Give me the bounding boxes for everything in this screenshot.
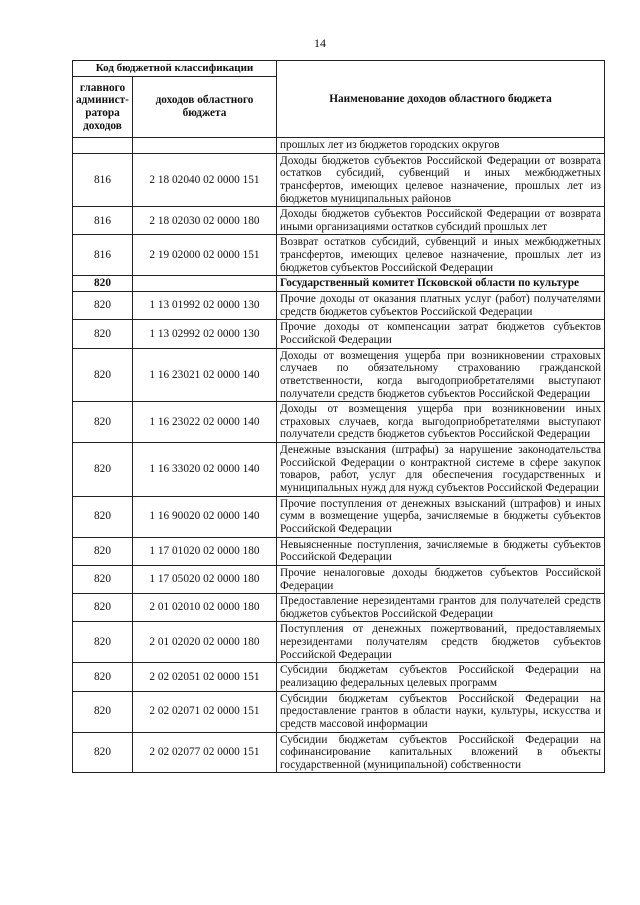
income-code-cell: 1 16 90020 02 0000 140 xyxy=(133,496,277,537)
table-row xyxy=(73,320,605,348)
income-name-cell: Доходы бюджетов субъектов Российской Федерации от возврата остатков субсидий, субвенций и иных межбюджетных трансфертов, имеющих целевое назначение, прошлых лет из бюджетов муниципальных районов xyxy=(277,153,605,207)
admin-code-cell: 820 xyxy=(73,594,133,622)
classification-code-header: Код бюджетной классификации xyxy=(73,61,277,77)
table-row xyxy=(73,276,605,292)
table-row xyxy=(73,207,605,235)
income-name-cell: Доходы от возмещения ущерба при возникновении страховых случаев по обязательному страхованию гражданской ответственности, когда выгодоприобретателями выступают получатели средств бюджетов субъектов Российской Федерации xyxy=(277,348,605,402)
income-code-cell: 2 01 02020 02 0000 180 xyxy=(133,622,277,663)
income-name-cell: Прочие доходы от компенсации затрат бюджетов субъектов Российской Федерации xyxy=(277,320,605,348)
table-row xyxy=(73,537,605,565)
table-row xyxy=(73,691,605,732)
admin-code-cell: 820 xyxy=(73,663,133,691)
table-row xyxy=(73,663,605,691)
income-name-cell: Невыясненные поступления, зачисляемые в бюджеты субъектов Российской Федерации xyxy=(277,537,605,565)
income-name-cell: Денежные взыскания (штрафы) за нарушение законодательства Российской Федерации о контрактной системе в сфере закупок товаров, работ, услуг для обеспечения государственных и муниципальных нужд для нужд субъектов Российской Федерации xyxy=(277,443,605,497)
admin-column-header: главного админист-ратора доходов xyxy=(73,77,133,138)
income-name-cell: Субсидии бюджетам субъектов Российской Федерации на софинансирование капитальных вложений в объекты государственной (муниципальной) собственности xyxy=(277,732,605,773)
admin-code-cell: 820 xyxy=(73,537,133,565)
table-body xyxy=(73,138,605,773)
name-column-header: Наименование доходов областного бюджета xyxy=(277,61,605,138)
income-name-cell: Субсидии бюджетам субъектов Российской Федерации на предоставление грантов в области науки, культуры, искусства и средств массовой информации xyxy=(277,691,605,732)
income-name-cell: Поступления от денежных пожертвований, предоставляемых нерезидентами получателям средств бюджетов субъектов Российской Федерации xyxy=(277,622,605,663)
income-code-cell: 1 16 23022 02 0000 140 xyxy=(133,402,277,443)
admin-code-cell: 820 xyxy=(73,276,133,292)
income-code-cell: 2 18 02030 02 0000 180 xyxy=(133,207,277,235)
table-row xyxy=(73,594,605,622)
table-row xyxy=(73,153,605,207)
admin-code-cell xyxy=(73,138,133,154)
income-code-cell: 1 17 05020 02 0000 180 xyxy=(133,565,277,593)
budget-income-table xyxy=(72,60,605,773)
income-code-cell: 1 17 01020 02 0000 180 xyxy=(133,537,277,565)
income-name-cell: Прочие доходы от оказания платных услуг (работ) получателями средств бюджетов субъектов Российской Федерации xyxy=(277,292,605,320)
page-number: 14 xyxy=(314,36,326,50)
admin-code-cell: 820 xyxy=(73,402,133,443)
table-row xyxy=(73,443,605,497)
table-row xyxy=(73,496,605,537)
income-name-cell: Доходы бюджетов субъектов Российской Федерации от возврата иными организациями остатков субсидий прошлых лет xyxy=(277,207,605,235)
income-code-cell: 2 02 02077 02 0000 151 xyxy=(133,732,277,773)
income-code-cell xyxy=(133,138,277,154)
income-code-cell: 1 13 02992 02 0000 130 xyxy=(133,320,277,348)
income-name-cell: Субсидии бюджетам субъектов Российской Федерации на реализацию федеральных целевых программ xyxy=(277,663,605,691)
income-name-cell: Прочие поступления от денежных взысканий (штрафов) и иных сумм в возмещение ущерба, зачисляемые в бюджеты субъектов Российской Федерации xyxy=(277,496,605,537)
income-code-cell: 2 02 02071 02 0000 151 xyxy=(133,691,277,732)
admin-code-cell: 816 xyxy=(73,207,133,235)
income-code-cell: 2 19 02000 02 0000 151 xyxy=(133,235,277,276)
admin-code-cell: 820 xyxy=(73,565,133,593)
income-name-cell: Государственный комитет Псковской области по культуре xyxy=(277,276,605,292)
admin-code-cell: 820 xyxy=(73,691,133,732)
admin-code-cell: 816 xyxy=(73,235,133,276)
admin-code-cell: 820 xyxy=(73,292,133,320)
table-row xyxy=(73,235,605,276)
income-code-cell: 2 01 02010 02 0000 180 xyxy=(133,594,277,622)
income-name-cell: Прочие неналоговые доходы бюджетов субъектов Российской Федерации xyxy=(277,565,605,593)
admin-code-cell: 820 xyxy=(73,622,133,663)
admin-code-cell: 820 xyxy=(73,496,133,537)
income-code-cell: 2 18 02040 02 0000 151 xyxy=(133,153,277,207)
income-code-cell: 1 13 01992 02 0000 130 xyxy=(133,292,277,320)
income-name-cell: Доходы от возмещения ущерба при возникновении иных страховых случаев, когда выгодоприобретателями выступают получатели средств бюджетов субъектов Российской Федерации xyxy=(277,402,605,443)
table-row xyxy=(73,565,605,593)
table-row xyxy=(73,348,605,402)
income-column-header: доходов областного бюджета xyxy=(133,77,277,138)
table-row xyxy=(73,732,605,773)
income-code-cell xyxy=(133,276,277,292)
table-row xyxy=(73,292,605,320)
table-row xyxy=(73,402,605,443)
table-row xyxy=(73,138,605,154)
admin-code-cell: 820 xyxy=(73,348,133,402)
admin-code-cell: 816 xyxy=(73,153,133,207)
admin-code-cell: 820 xyxy=(73,732,133,773)
table-row xyxy=(73,622,605,663)
income-name-cell: прошлых лет из бюджетов городских округов xyxy=(277,138,605,154)
income-code-cell: 2 02 02051 02 0000 151 xyxy=(133,663,277,691)
income-name-cell: Предоставление нерезидентами грантов для получателей средств бюджетов субъектов Российской Федерации xyxy=(277,594,605,622)
income-code-cell: 1 16 33020 02 0000 140 xyxy=(133,443,277,497)
admin-code-cell: 820 xyxy=(73,320,133,348)
admin-code-cell: 820 xyxy=(73,443,133,497)
income-name-cell: Возврат остатков субсидий, субвенций и иных межбюджетных трансфертов, имеющих целевое назначение, прошлых лет из бюджетов субъектов Российской Федерации xyxy=(277,235,605,276)
income-code-cell: 1 16 23021 02 0000 140 xyxy=(133,348,277,402)
